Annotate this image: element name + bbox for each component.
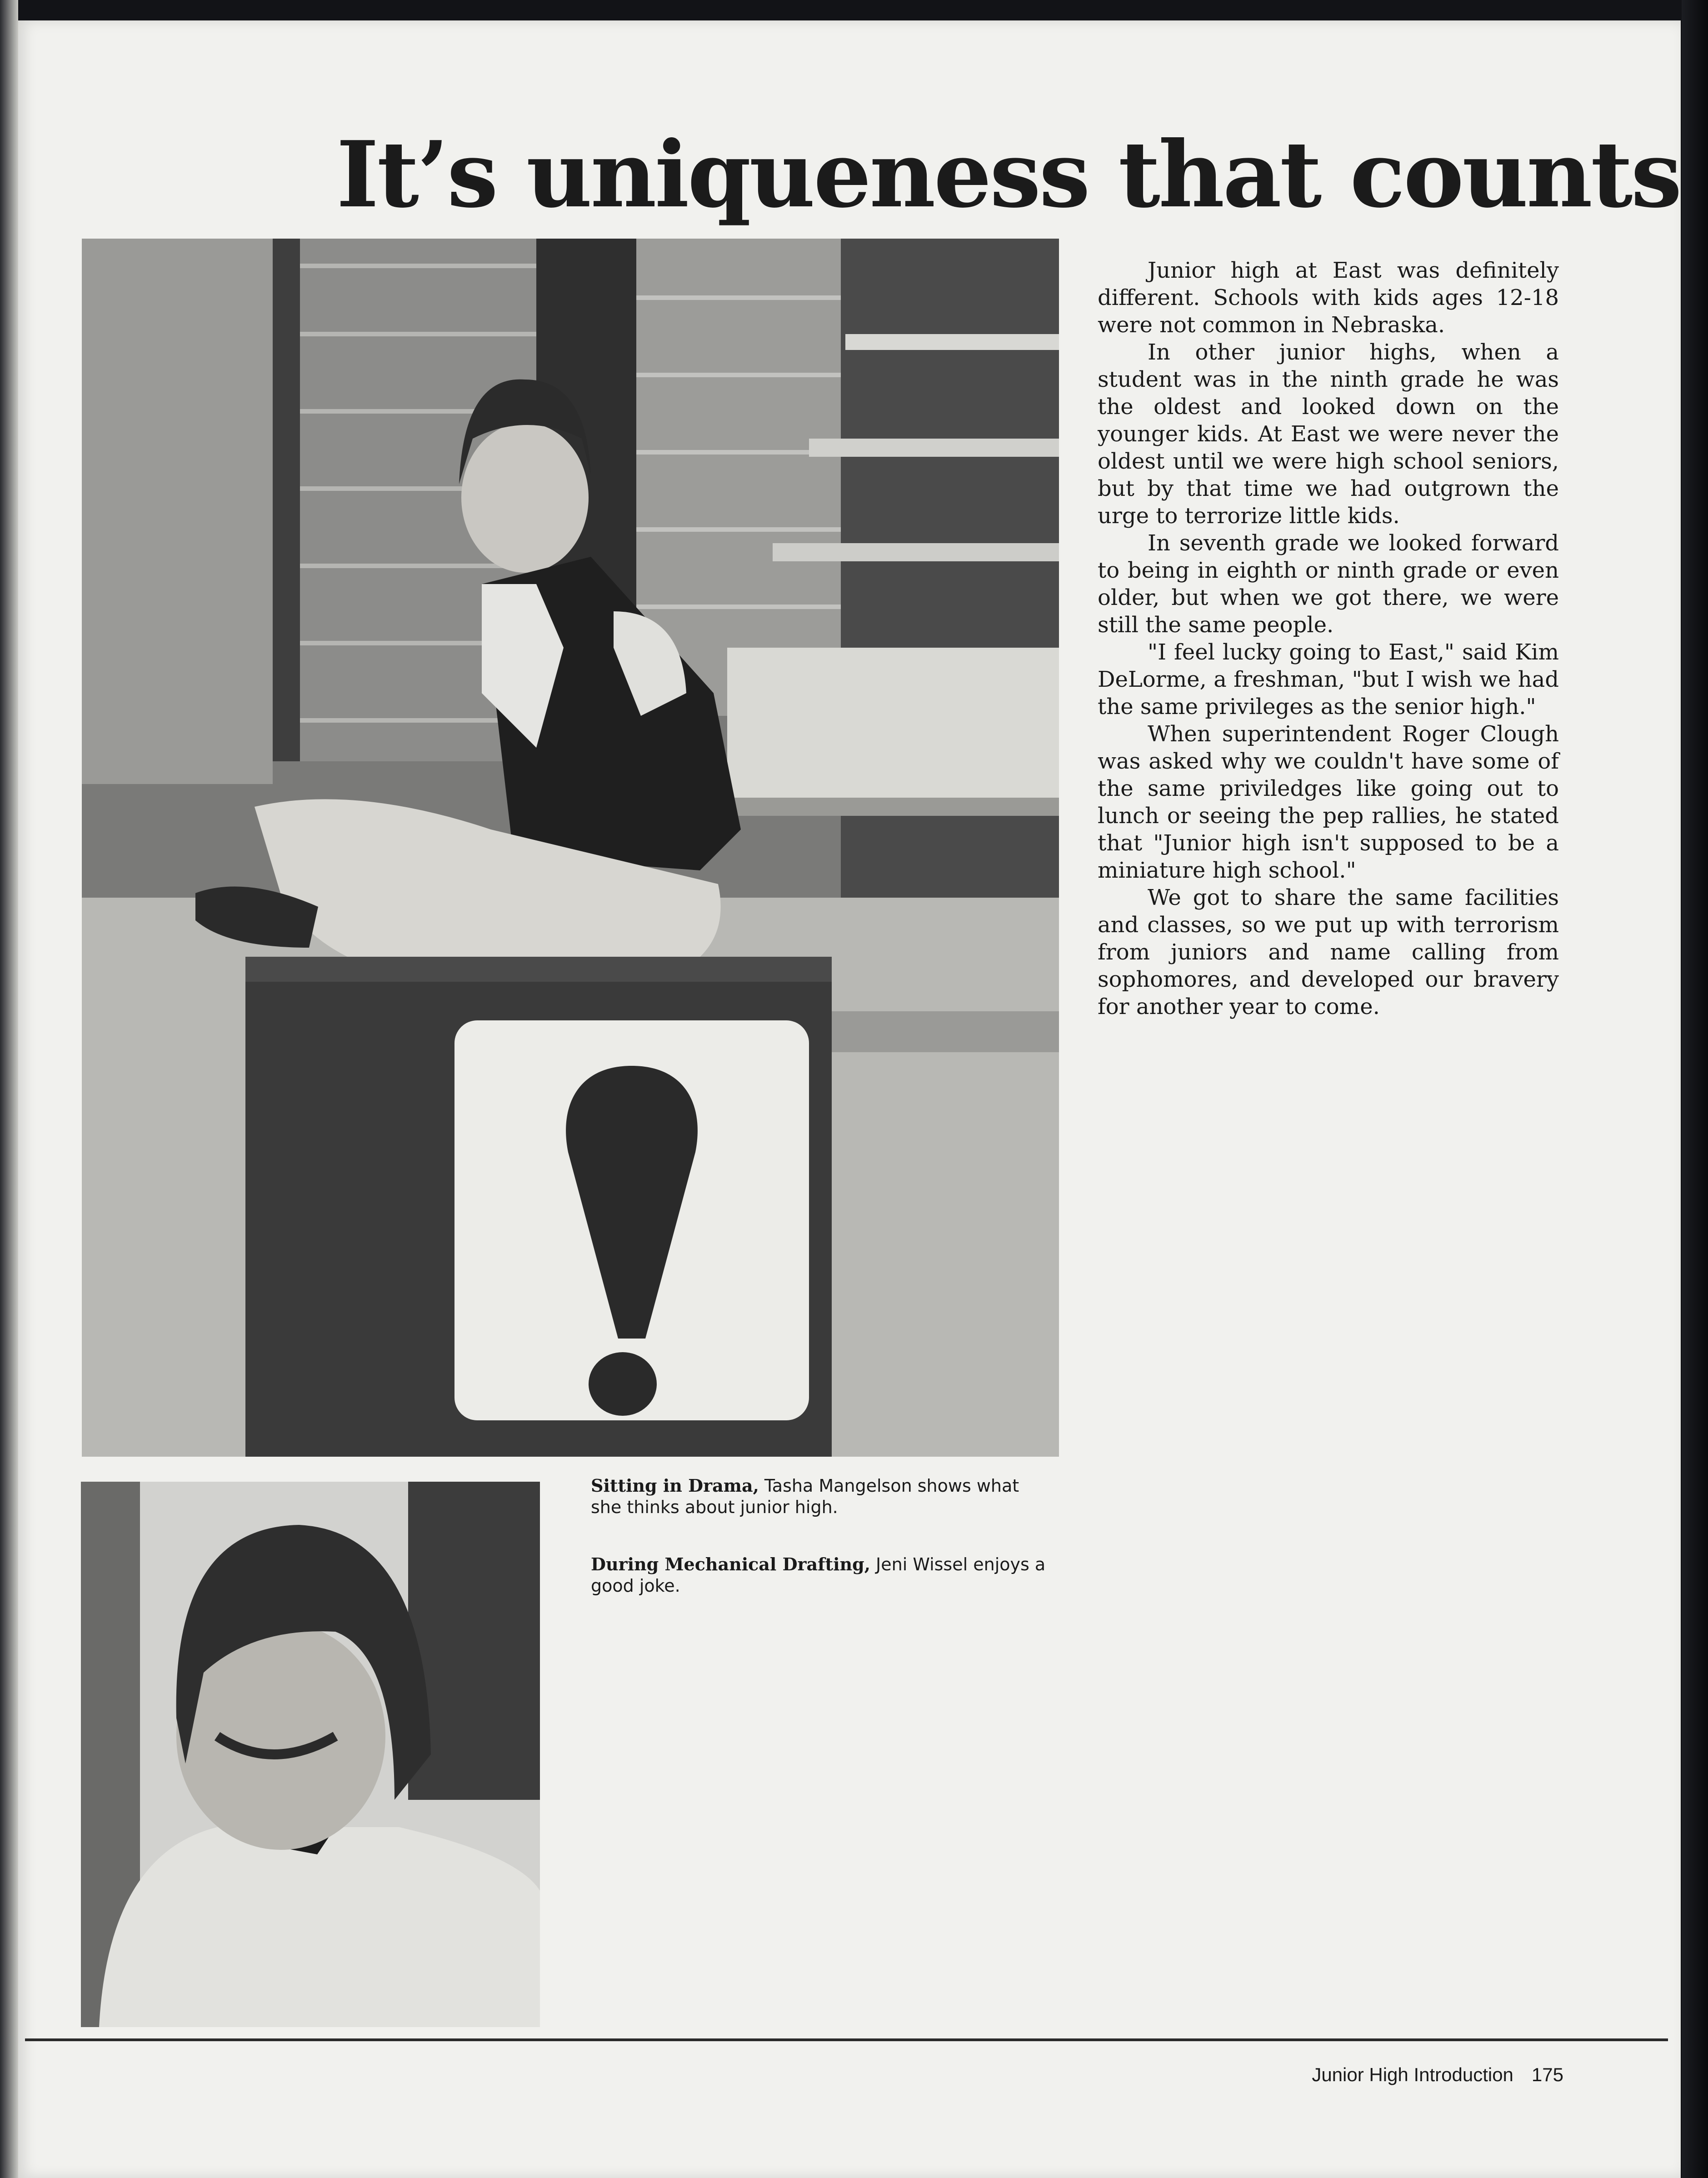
caption-drafting <box>591 1554 1054 1597</box>
footer-section-title: Junior High Introduction <box>1312 2064 1513 2085</box>
photo-mechanical-drafting-student <box>81 1482 540 2027</box>
caption-lead: Sitting in Drama, <box>591 1475 759 1496</box>
scan-top-edge <box>0 0 1708 20</box>
page-number: 175 <box>1531 2064 1563 2085</box>
caption-lead: During Mechanical Drafting, <box>591 1554 870 1574</box>
photo-drama-student-on-box <box>82 239 1059 1457</box>
article-paragraph: In other junior highs, when a student was in the ninth grade he was the oldest and looked down on the younger kids. At East we were never the oldest until we were high school seniors, but by that time we had outgrown the urge to terrorize little kids. <box>1098 340 1559 529</box>
photo-captions <box>591 1475 1054 1632</box>
page-footer <box>1227 2061 1563 2088</box>
scan-binding-edge <box>1682 0 1708 2178</box>
article-paragraph: In seventh grade we looked forward to being in eighth or ninth grade or even older, but when we got there, we were still the same people. <box>1098 530 1559 638</box>
page-headline: It’s uniqueness that counts <box>336 121 1680 228</box>
article-paragraph: Junior high at East was definitely different. Schools with kids ages 12-18 were not common in Nebraska. <box>1098 258 1559 338</box>
article-paragraph: When superintendent Roger Clough was asked why we couldn't have some of the same priviledges like going out to lunch or seeing the pep rallies, he stated that "Junior high isn't supposed to be a miniature high school." <box>1098 721 1559 883</box>
caption-drama <box>591 1475 1054 1518</box>
article-paragraph: We got to share the same facilities and classes, so we put up with terrorism from juniors and name calling from sophomores, and developed our bravery for another year to come. <box>1098 885 1559 1019</box>
article-paragraph: "I feel lucky going to East," said Kim DeLorme, a freshman, "but I wish we had the same privileges as the senior high." <box>1098 639 1559 719</box>
scan-left-edge <box>0 0 18 2178</box>
caption-text: Tasha Mangelson shows what she thinks about junior high. <box>591 1476 1019 1517</box>
caption-text: Jeni Wissel enjoys a good joke. <box>591 1554 1046 1596</box>
article-body <box>1098 257 1559 1020</box>
footer-rule <box>25 2038 1668 2041</box>
